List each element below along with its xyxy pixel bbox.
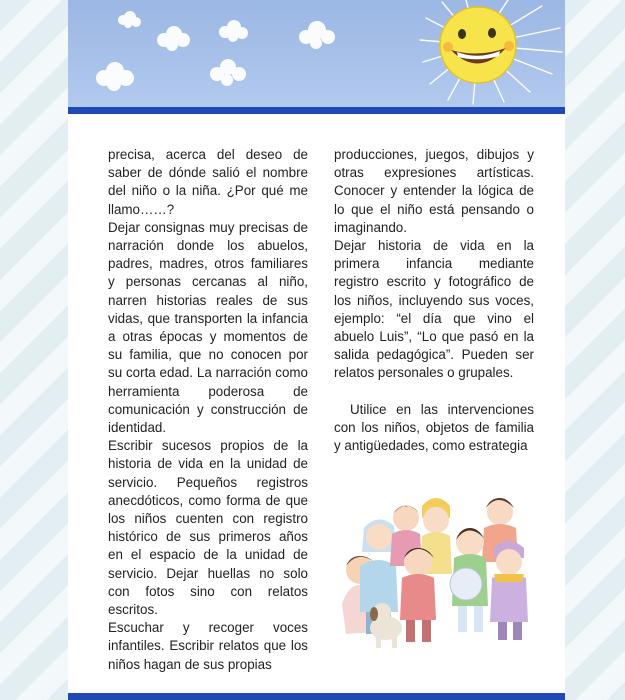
cloud-icon bbox=[299, 21, 335, 49]
header-banner bbox=[68, 0, 565, 107]
right-paragraph-3: Utilice en las intervenciones con los niños, objetos de familia y antigüedades, como estrategia bbox=[334, 401, 534, 454]
children-illustration bbox=[338, 482, 534, 654]
sky-illustration bbox=[68, 0, 565, 107]
footer-divider-bar bbox=[68, 693, 565, 700]
left-paragraph-4: Escuchar y recoger voces infantiles. Escribir relatos que los niños hagan de sus propias bbox=[108, 620, 308, 672]
cloud-icon bbox=[96, 62, 134, 91]
children-group-icon bbox=[338, 482, 534, 654]
right-paragraph-2: Dejar historia de vida en la primera infancia mediante registro escrito y fotográfico de los niños, incluyendo sus voces, ejemplo: “el día que vino el abuelo Luis”, “Lo que pasó en la salida pedagógica”. Pueden ser relatos personales o grupales. bbox=[334, 238, 534, 381]
right-paragraph-1: producciones, juegos, dibujos y otras expresiones artísticas. Conocer y entender la lógica de lo que el niño está pensando o imaginando. bbox=[334, 147, 534, 235]
left-paragraph-1: precisa, acerca del deseo de saber de dónde salió el nombre del niño o la niña. ¿Por qué me llamo……? bbox=[108, 147, 308, 217]
child-figure bbox=[400, 548, 436, 642]
cloud-icon bbox=[157, 26, 190, 51]
sun-icon bbox=[420, 0, 562, 104]
left-paragraph-3: Escribir sucesos propios de la historia de vida en la unidad de servicio. Pequeños registros anecdóticos, como forma de que los niños cuenten con registro histórico de sus primeros años en el espacio de la unidad de servicio. Dejar huellas no solo con fotos sino con relatos escritos. bbox=[108, 438, 308, 618]
document-page bbox=[68, 0, 565, 700]
left-paragraph-2: Dejar consignas muy precisas de narración donde los abuelos, padres, madres, otros familiares y personas cercanas al niño, narren historias reales de sus vidas, que transporten la infancia a otras épocas y momentos de su familia, que no conocen por su corta edad. La narración como herramienta poderosa de comunicación y construcción de identidad. bbox=[108, 219, 308, 436]
right-text-column bbox=[334, 146, 534, 455]
header-divider-bar bbox=[68, 107, 565, 114]
cloud-icon bbox=[118, 11, 141, 28]
left-text-column bbox=[108, 146, 308, 674]
cloud-icon bbox=[210, 59, 246, 86]
cloud-icon bbox=[219, 20, 248, 42]
child-figure bbox=[450, 528, 488, 632]
child-figure bbox=[490, 541, 528, 640]
